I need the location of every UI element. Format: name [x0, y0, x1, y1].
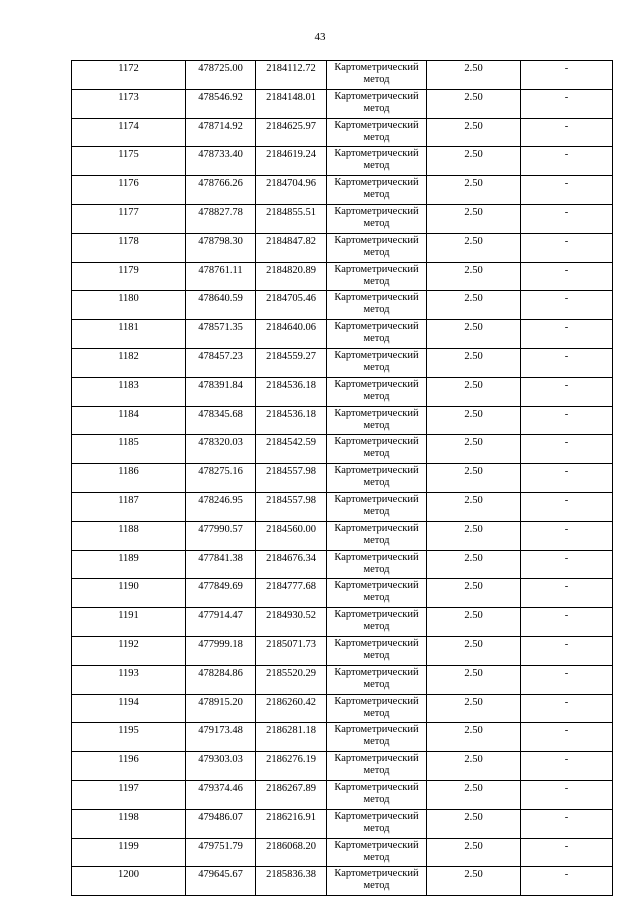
- table-row: [72, 665, 613, 694]
- precision-cell: 2.50: [427, 492, 521, 521]
- table-row: [72, 492, 613, 521]
- table-row: [72, 780, 613, 809]
- method-cell: Картометрический метод: [327, 464, 427, 493]
- point-number-cell: 1197: [72, 780, 186, 809]
- coordinate-x-cell: 479751.79: [186, 838, 256, 867]
- coordinate-x-cell: 479374.46: [186, 780, 256, 809]
- point-number-cell: 1185: [72, 435, 186, 464]
- precision-cell: 2.50: [427, 89, 521, 118]
- coordinate-x-cell: 479173.48: [186, 723, 256, 752]
- coordinate-x-cell: 478571.35: [186, 320, 256, 349]
- note-cell: -: [521, 521, 613, 550]
- coordinate-y-cell: 2186216.91: [256, 809, 327, 838]
- point-number-cell: 1174: [72, 118, 186, 147]
- point-number-cell: 1179: [72, 262, 186, 291]
- note-cell: -: [521, 665, 613, 694]
- note-cell: -: [521, 867, 613, 896]
- table-row: [72, 636, 613, 665]
- note-cell: -: [521, 492, 613, 521]
- table-row: [72, 752, 613, 781]
- point-number-cell: 1190: [72, 579, 186, 608]
- precision-cell: 2.50: [427, 867, 521, 896]
- coordinate-x-cell: 477990.57: [186, 521, 256, 550]
- precision-cell: 2.50: [427, 233, 521, 262]
- coordinate-y-cell: 2186267.89: [256, 780, 327, 809]
- method-cell: Картометрический метод: [327, 521, 427, 550]
- table-row: [72, 406, 613, 435]
- table-row: [72, 608, 613, 637]
- table-row: [72, 320, 613, 349]
- table-row: [72, 723, 613, 752]
- coordinate-x-cell: 478714.92: [186, 118, 256, 147]
- precision-cell: 2.50: [427, 176, 521, 205]
- note-cell: -: [521, 579, 613, 608]
- table-row: [72, 348, 613, 377]
- method-cell: Картометрический метод: [327, 291, 427, 320]
- precision-cell: 2.50: [427, 723, 521, 752]
- coordinate-x-cell: 478457.23: [186, 348, 256, 377]
- precision-cell: 2.50: [427, 464, 521, 493]
- precision-cell: 2.50: [427, 780, 521, 809]
- coordinate-x-cell: 479645.67: [186, 867, 256, 896]
- method-cell: Картометрический метод: [327, 579, 427, 608]
- point-number-cell: 1198: [72, 809, 186, 838]
- coordinate-y-cell: 2184536.18: [256, 377, 327, 406]
- coordinate-y-cell: 2184557.98: [256, 492, 327, 521]
- table-row: [72, 838, 613, 867]
- point-number-cell: 1194: [72, 694, 186, 723]
- method-cell: Картометрический метод: [327, 435, 427, 464]
- method-cell: Картометрический метод: [327, 867, 427, 896]
- point-number-cell: 1186: [72, 464, 186, 493]
- coordinate-x-cell: 478320.03: [186, 435, 256, 464]
- coordinate-y-cell: 2185836.38: [256, 867, 327, 896]
- precision-cell: 2.50: [427, 838, 521, 867]
- coordinate-y-cell: 2184625.97: [256, 118, 327, 147]
- coordinate-y-cell: 2185071.73: [256, 636, 327, 665]
- precision-cell: 2.50: [427, 694, 521, 723]
- table-row: [72, 176, 613, 205]
- method-cell: Картометрический метод: [327, 550, 427, 579]
- coordinate-y-cell: 2184560.00: [256, 521, 327, 550]
- coordinate-x-cell: 478766.26: [186, 176, 256, 205]
- table-row: [72, 147, 613, 176]
- note-cell: -: [521, 233, 613, 262]
- note-cell: -: [521, 320, 613, 349]
- coordinate-x-cell: 478546.92: [186, 89, 256, 118]
- precision-cell: 2.50: [427, 636, 521, 665]
- coordinate-y-cell: 2184559.27: [256, 348, 327, 377]
- precision-cell: 2.50: [427, 521, 521, 550]
- table-row: [72, 291, 613, 320]
- method-cell: Картометрический метод: [327, 377, 427, 406]
- precision-cell: 2.50: [427, 147, 521, 176]
- coordinate-y-cell: 2184855.51: [256, 204, 327, 233]
- note-cell: -: [521, 838, 613, 867]
- point-number-cell: 1195: [72, 723, 186, 752]
- point-number-cell: 1175: [72, 147, 186, 176]
- coordinate-y-cell: 2184148.01: [256, 89, 327, 118]
- coordinate-y-cell: 2184676.34: [256, 550, 327, 579]
- coordinate-x-cell: 478284.86: [186, 665, 256, 694]
- coordinate-x-cell: 477914.47: [186, 608, 256, 637]
- coordinate-x-cell: 477849.69: [186, 579, 256, 608]
- note-cell: -: [521, 291, 613, 320]
- table-row: [72, 694, 613, 723]
- table-row: [72, 89, 613, 118]
- method-cell: Картометрический метод: [327, 723, 427, 752]
- method-cell: Картометрический метод: [327, 780, 427, 809]
- method-cell: Картометрический метод: [327, 176, 427, 205]
- note-cell: -: [521, 464, 613, 493]
- coordinate-y-cell: 2186068.20: [256, 838, 327, 867]
- precision-cell: 2.50: [427, 809, 521, 838]
- method-cell: Картометрический метод: [327, 752, 427, 781]
- point-number-cell: 1172: [72, 61, 186, 90]
- coordinates-table: [71, 60, 613, 896]
- note-cell: -: [521, 204, 613, 233]
- coordinate-y-cell: 2184536.18: [256, 406, 327, 435]
- precision-cell: 2.50: [427, 61, 521, 90]
- coordinate-x-cell: 478761.11: [186, 262, 256, 291]
- table-row: [72, 118, 613, 147]
- coordinate-y-cell: 2185520.29: [256, 665, 327, 694]
- coordinate-y-cell: 2184557.98: [256, 464, 327, 493]
- precision-cell: 2.50: [427, 665, 521, 694]
- coordinate-x-cell: 479486.07: [186, 809, 256, 838]
- note-cell: -: [521, 147, 613, 176]
- point-number-cell: 1177: [72, 204, 186, 233]
- method-cell: Картометрический метод: [327, 147, 427, 176]
- precision-cell: 2.50: [427, 320, 521, 349]
- precision-cell: 2.50: [427, 377, 521, 406]
- point-number-cell: 1182: [72, 348, 186, 377]
- coordinates-table-body: [72, 61, 613, 896]
- precision-cell: 2.50: [427, 291, 521, 320]
- coordinate-y-cell: 2184619.24: [256, 147, 327, 176]
- method-cell: Картометрический метод: [327, 233, 427, 262]
- point-number-cell: 1183: [72, 377, 186, 406]
- coordinate-x-cell: 478246.95: [186, 492, 256, 521]
- method-cell: Картометрический метод: [327, 665, 427, 694]
- method-cell: Картометрический метод: [327, 89, 427, 118]
- note-cell: -: [521, 262, 613, 291]
- coordinate-x-cell: 479303.03: [186, 752, 256, 781]
- table-row: [72, 262, 613, 291]
- method-cell: Картометрический метод: [327, 492, 427, 521]
- table-row: [72, 464, 613, 493]
- point-number-cell: 1191: [72, 608, 186, 637]
- point-number-cell: 1184: [72, 406, 186, 435]
- coordinate-x-cell: 478725.00: [186, 61, 256, 90]
- point-number-cell: 1200: [72, 867, 186, 896]
- coordinate-y-cell: 2184640.06: [256, 320, 327, 349]
- note-cell: -: [521, 780, 613, 809]
- point-number-cell: 1199: [72, 838, 186, 867]
- method-cell: Картометрический метод: [327, 204, 427, 233]
- coordinate-x-cell: 478345.68: [186, 406, 256, 435]
- note-cell: -: [521, 694, 613, 723]
- table-row: [72, 61, 613, 90]
- method-cell: Картометрический метод: [327, 61, 427, 90]
- note-cell: -: [521, 118, 613, 147]
- note-cell: -: [521, 608, 613, 637]
- method-cell: Картометрический метод: [327, 320, 427, 349]
- precision-cell: 2.50: [427, 406, 521, 435]
- precision-cell: 2.50: [427, 550, 521, 579]
- coordinate-y-cell: 2184820.89: [256, 262, 327, 291]
- point-number-cell: 1188: [72, 521, 186, 550]
- table-row: [72, 204, 613, 233]
- coordinate-x-cell: 478275.16: [186, 464, 256, 493]
- coordinate-y-cell: 2184777.68: [256, 579, 327, 608]
- coordinate-x-cell: 478827.78: [186, 204, 256, 233]
- note-cell: -: [521, 752, 613, 781]
- point-number-cell: 1178: [72, 233, 186, 262]
- note-cell: -: [521, 435, 613, 464]
- coordinate-x-cell: 478391.84: [186, 377, 256, 406]
- method-cell: Картометрический метод: [327, 348, 427, 377]
- point-number-cell: 1176: [72, 176, 186, 205]
- coordinate-x-cell: 477841.38: [186, 550, 256, 579]
- note-cell: -: [521, 723, 613, 752]
- coordinate-y-cell: 2184542.59: [256, 435, 327, 464]
- point-number-cell: 1181: [72, 320, 186, 349]
- coordinate-x-cell: 478798.30: [186, 233, 256, 262]
- precision-cell: 2.50: [427, 262, 521, 291]
- coordinate-y-cell: 2186260.42: [256, 694, 327, 723]
- precision-cell: 2.50: [427, 435, 521, 464]
- precision-cell: 2.50: [427, 118, 521, 147]
- coordinate-x-cell: 477999.18: [186, 636, 256, 665]
- note-cell: -: [521, 89, 613, 118]
- coordinate-y-cell: 2186276.19: [256, 752, 327, 781]
- table-row: [72, 867, 613, 896]
- note-cell: -: [521, 636, 613, 665]
- note-cell: -: [521, 550, 613, 579]
- method-cell: Картометрический метод: [327, 608, 427, 637]
- table-row: [72, 233, 613, 262]
- method-cell: Картометрический метод: [327, 118, 427, 147]
- precision-cell: 2.50: [427, 348, 521, 377]
- note-cell: -: [521, 377, 613, 406]
- point-number-cell: 1196: [72, 752, 186, 781]
- table-row: [72, 550, 613, 579]
- method-cell: Картометрический метод: [327, 262, 427, 291]
- coordinate-y-cell: 2186281.18: [256, 723, 327, 752]
- point-number-cell: 1192: [72, 636, 186, 665]
- precision-cell: 2.50: [427, 752, 521, 781]
- point-number-cell: 1180: [72, 291, 186, 320]
- note-cell: -: [521, 809, 613, 838]
- coordinate-y-cell: 2184847.82: [256, 233, 327, 262]
- note-cell: -: [521, 61, 613, 90]
- method-cell: Картометрический метод: [327, 809, 427, 838]
- table-row: [72, 521, 613, 550]
- coordinate-x-cell: 478915.20: [186, 694, 256, 723]
- point-number-cell: 1173: [72, 89, 186, 118]
- point-number-cell: 1189: [72, 550, 186, 579]
- method-cell: Картометрический метод: [327, 636, 427, 665]
- note-cell: -: [521, 348, 613, 377]
- table-row: [72, 377, 613, 406]
- precision-cell: 2.50: [427, 608, 521, 637]
- coordinate-x-cell: 478640.59: [186, 291, 256, 320]
- precision-cell: 2.50: [427, 204, 521, 233]
- table-row: [72, 579, 613, 608]
- coordinate-y-cell: 2184930.52: [256, 608, 327, 637]
- coordinate-x-cell: 478733.40: [186, 147, 256, 176]
- table-row: [72, 809, 613, 838]
- precision-cell: 2.50: [427, 579, 521, 608]
- note-cell: -: [521, 176, 613, 205]
- page-number: 43: [314, 31, 326, 43]
- method-cell: Картометрический метод: [327, 694, 427, 723]
- point-number-cell: 1187: [72, 492, 186, 521]
- coordinate-y-cell: 2184112.72: [256, 61, 327, 90]
- coordinate-y-cell: 2184705.46: [256, 291, 327, 320]
- method-cell: Картометрический метод: [327, 838, 427, 867]
- table-row: [72, 435, 613, 464]
- method-cell: Картометрический метод: [327, 406, 427, 435]
- note-cell: -: [521, 406, 613, 435]
- coordinate-y-cell: 2184704.96: [256, 176, 327, 205]
- point-number-cell: 1193: [72, 665, 186, 694]
